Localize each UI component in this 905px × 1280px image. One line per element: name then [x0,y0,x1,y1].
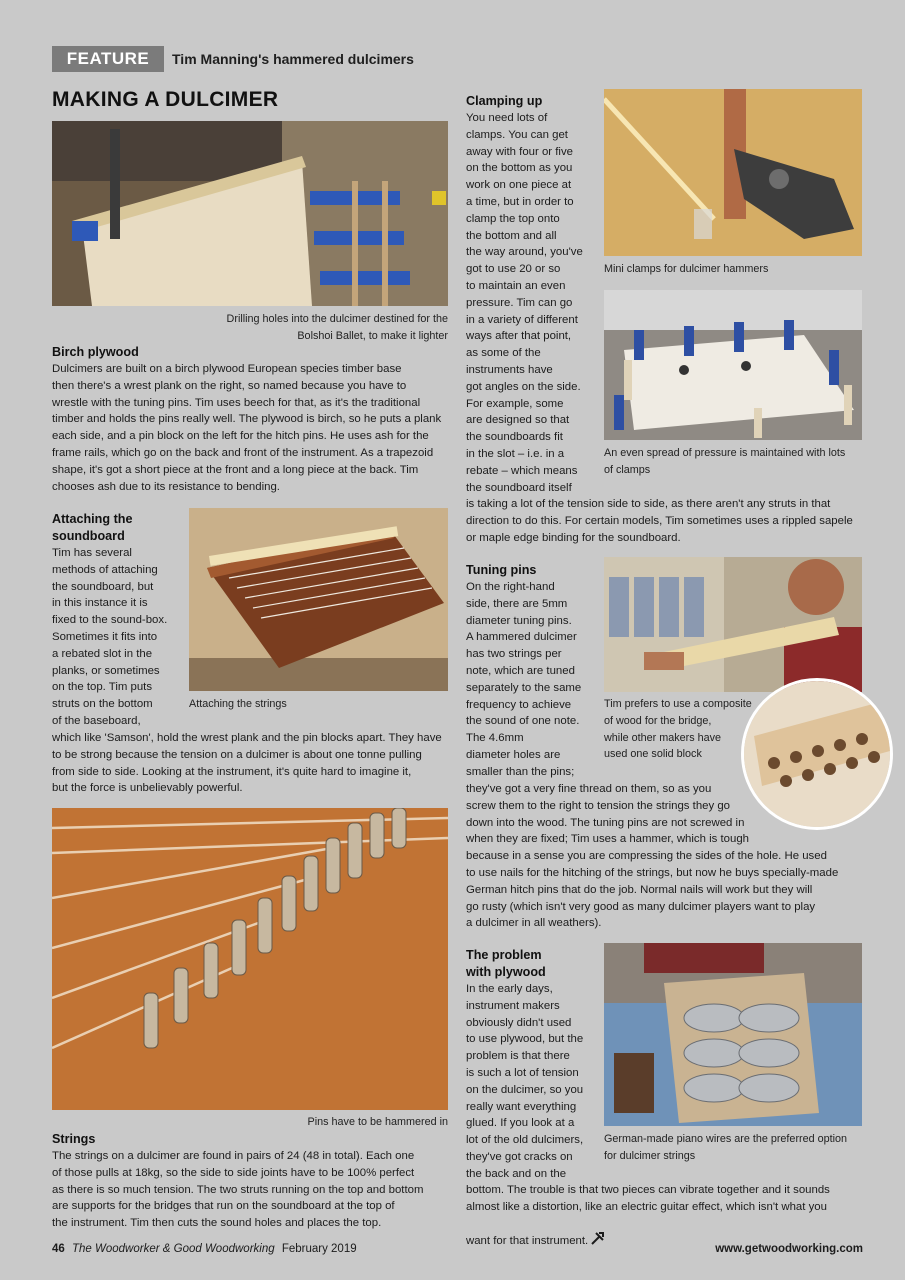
strings-heading: Strings [52,1132,96,1146]
piano-wires-caption: German-made piano wires are the preferred option for dulcimer strings [604,1133,848,1162]
page-number: 46 [52,1243,65,1255]
tuning-body-continued: they've got a very fine thread on them, so as you screw them to the right to tension the strings they go down into the wood. The tuning pins are not screwed in when they are fixed; Tim uses a hammer, which is tough because in a sense you are compressing the sides of the hole. He used to use nails for the hitching of the strings, but now he buys specially-made German hitch pins that do the job. Normal nails will work but they will go rusty (which isn't very good as many dulcimer players want to play a dulcimer in all weathers). [466,783,839,930]
piano-wire-box-photo [604,943,862,1126]
clamp-spread-caption: An even spread of pressure is maintained with lots of clamps [604,447,846,476]
clamping-body-column: You need lots of clamps. You can get away with four or five on the bottom as you work on one piece at a time, but in order to clamp the top onto the bottom and all the way around, you've got to use 20 or so to maintain an even pressure. Tim can go in a variety of different ways after that point, as some of the instruments have got angles on the side. For example, some are designed so that the soundboards fit in the slot – i.e. in a rebate – which means the soundboard itself [466,112,583,494]
tuning-heading: Tuning pins [466,563,537,577]
birch-heading: Birch plywood [52,345,139,359]
hitch-pins-photo [52,808,448,1110]
birch-body: Dulcimers are built on a birch plywood European species timber base then there's a wrest plank on the right, so named because you have to wrestle with the tuning pins. Tim uses beech for that, as it's the traditional timber and holds the pins really well. The plywood is birch, so he puts a plank each side, and a pin block on the left for the hitch pins. He uses ash for the frame rails, which go on the back and front of the instrument. As a trapezoid shape, it's got a short piece at the front and a long piece at the back. Tim chooses ash due to its resistance to bending. [52,363,442,493]
problem-body-column: In the early days, instrument makers obviously didn't used to use plywood, but the problem is that there is such a lot of tension on the dulcimer, so you really want everything glued. If you look at a lot of the old dulcimers, they've got cracks on the back and on the [466,983,584,1180]
attaching-body-continued: which like 'Samson', hold the wrest plank and the pin blocks apart. They have to be strong because the tension on a dulcimer is about one tonne pulling from side to side. Looking at the instrument, it's quite hard to imagine it, but the force is unbelievably powerful. [52,732,442,795]
website-link[interactable]: www.getwoodworking.com [715,1243,863,1255]
feature-tag: FEATURE [52,46,164,72]
tuning-body-column: On the right-hand side, there are 5mm diameter tuning pins. A hammered dulcimer has two strings per note, which are tuned separately to the same frequency to achieve the sound of one note. The 4.6mm diameter holes are smaller than the pins; [466,581,582,778]
attaching-heading: Attaching the soundboard [52,512,133,543]
drilling-photo-caption: Drilling holes into the dulcimer destined for the Bolshoi Ballet, to make it lighter [226,313,448,342]
problem-body-continued [466,1182,830,1251]
issue-date: February 2019 [281,1243,357,1255]
page-footer-left [52,1243,357,1255]
bridge-caption: Tim prefers to use a composite of wood for the bridge, while other makers have used one solid block [604,698,752,761]
problem-heading: The problem with plywood [466,948,546,979]
tools-end-mark-icon [591,1216,604,1252]
magazine-name: The Woodworker & Good Woodworking [72,1243,275,1255]
clamping-heading: Clamping up [466,94,543,108]
series-title: Tim Manning's hammered dulcimers [172,51,414,67]
clamped-soundboard-photo [604,290,862,440]
pins-photo-caption: Pins have to be hammered in [307,1116,448,1128]
page-title: MAKING A DULCIMER [52,88,279,111]
clamping-body-continued: is taking a lot of the tension side to side, as there aren't any struts in that direction to do this. For certain models, Tim sometimes uses a rippled sapele or maple edge binding for the soundboard. [466,498,853,544]
strings-body: The strings on a dulcimer are found in pairs of 24 (48 in total). Each one of those pulls at 18kg, so the side to side joints have to be 100% perfect as there is so much tension. The two struts running on the top and bottom are supports for the bridges that run on the soundboard at the top of the instrument. Tim then cuts the sound holes and places the top. [52,1150,424,1230]
mini-clamps-photo [604,89,862,256]
drilling-workbench-photo [52,121,448,306]
bridge-held-photo [604,557,862,692]
problem-body-text: bottom. The trouble is that two pieces can vibrate together and it sounds almost like a distortion, like an electric guitar effect, which isn't what you want for that instrument. [466,1184,830,1247]
attaching-body-column: Tim has several methods of attaching the soundboard, but in this instance it is fixed to the sound-box. Sometimes it fits into a rebated slot in the planks, or sometimes on the top. Tim puts struts on the bottom of the baseboard, [52,547,168,727]
attaching-strings-photo [189,508,448,691]
attaching-photo-caption: Attaching the strings [189,698,287,710]
mini-clamps-caption: Mini clamps for dulcimer hammers [604,263,769,275]
